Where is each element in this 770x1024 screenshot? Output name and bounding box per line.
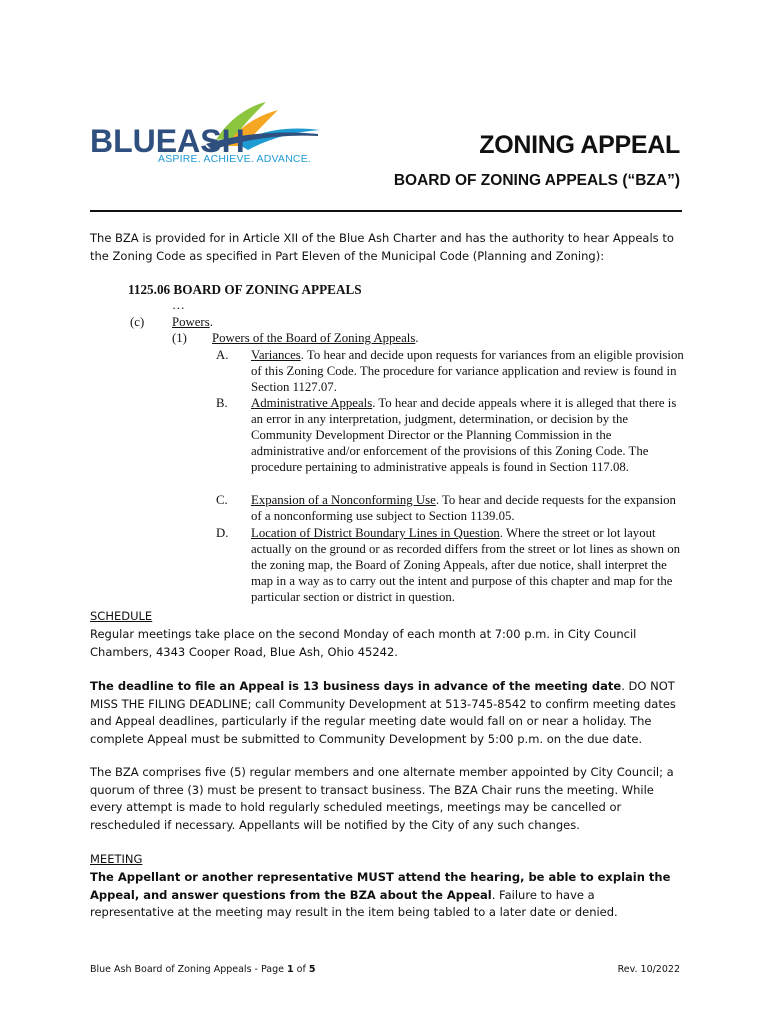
meeting-paragraph (90, 869, 682, 922)
footer-label: Blue Ash Board of Zoning Appeals - Page (90, 964, 287, 975)
code-item-d (251, 525, 687, 605)
code-item-c-title: Expansion of a Nonconforming Use (251, 493, 436, 507)
code-subsection-c-label: (c) (130, 315, 145, 329)
code-item-a-text: . To hear and decide upon requests for variances from an eligible provision of this Zoning Code. The procedure for variance application and review is found in Section 1127.07. (251, 348, 684, 395)
powers-title-suffix: . (209, 315, 213, 329)
code-item-b-text: . To hear and decide appeals where it is alleged that there is an error in any interpretation, judgment, determination, or decision by the Community Development Director or the Planning Commission in the administrative and/or enforcement of the provisions of this Zoning Code. The procedure pertaining to administrative appeals is found in Section 117.08. (251, 396, 677, 475)
header-divider (90, 210, 682, 212)
schedule-paragraph: Regular meetings take place on the second Monday of each month at 7:00 p.m. in City Council Chambers, 4343 Cooper Road, Blue Ash, Ohio 45242. (90, 627, 637, 659)
meeting-bold-text: The Appellant or another representative MUST attend the hearing, be able to explain the Appeal, and answer questions from the BZA about the Appeal (90, 870, 671, 902)
powers-of-board-title: Powers of the Board of Zoning Appeals (212, 331, 416, 345)
footer-page-number: 1 (287, 964, 294, 975)
code-section-heading: 1125.06 BOARD OF ZONING APPEALS (128, 282, 362, 297)
meeting-rest-text: . Failure to have a representative at the meeting may result in the item being tabled to a later date or denied. (90, 887, 618, 919)
code-item-c (251, 492, 687, 524)
logo-tagline: ASPIRE. ACHIEVE. ADVANCE. (158, 153, 312, 165)
bza-composition-paragraph: The BZA comprises five (5) regular members and one alternate member appointed by City Council; a quorum of three (3) must be present to transact business. The BZA Chair runs the meeting. While every attempt is made to hold regularly scheduled meetings, meetings may be cancelled or rescheduled if necessary. Appellants will be notified by the City of any such changes. (90, 765, 674, 832)
footer-page-total: 5 (308, 964, 316, 975)
code-item-a-title: Variances (251, 348, 301, 362)
intro-paragraph: The BZA is provided for in Article XII of the Blue Ash Charter and has the authority to hear Appeals to the Zoning Code as specified in Part Eleven of the Municipal Code (Planning and Zoning): (90, 231, 674, 263)
document-title: ZONING APPEAL (479, 131, 680, 159)
powers-title: Powers (172, 315, 210, 329)
code-item-d-text: . Where the street or lot layout actually on the ground or as recorded differs from the street or lot lines as shown on the zoning map, the Board of Zoning Appeals, after due notice, shall interpret the map in a way as to carry out the intent and purpose of this chapter and map for the particular section or district in question. (251, 526, 681, 605)
deadline-rest-text: . DO NOT MISS THE FILING DEADLINE; call Community Development at 513-745-8542 to confirm meeting dates and Appeal deadlines, particularly if the regular meeting date would fall on or near a holiday. The complete Appeal must be submitted to Community Development by 5:00 p.m. on the due date. (90, 679, 676, 746)
document-subtitle: BOARD OF ZONING APPEALS (“BZA”) (393, 172, 680, 189)
schedule-heading: SCHEDULE (90, 609, 153, 623)
code-item-b-title: Administrative Appeals (251, 396, 373, 410)
powers-of-board-suffix: . (415, 331, 419, 345)
footer-of-label: of (293, 964, 309, 975)
code-item-d-letter: D. (216, 526, 229, 540)
deadline-bold-text: The deadline to file an Appeal is 13 business days in advance of the meeting date (90, 679, 622, 693)
code-item-a (251, 347, 687, 395)
code-item-c-text: . To hear and decide requests for the expansion of a nonconforming use subject to Section 1139.05. (251, 493, 676, 524)
code-item-b (251, 395, 687, 475)
code-paragraph-1-label: (1) (172, 331, 187, 345)
code-paragraph-1-title (212, 330, 419, 346)
code-item-a-letter: A. (216, 348, 229, 362)
code-item-d-title: Location of District Boundary Lines in Question (251, 526, 500, 540)
logo-wordmark: BLUEASH (90, 123, 245, 159)
code-item-c-letter: C. (216, 493, 228, 507)
code-ellipsis: … (172, 298, 185, 312)
code-item-b-letter: B. (216, 396, 228, 410)
footer-revision: Rev. 10/2022 (617, 964, 680, 975)
meeting-heading: MEETING (90, 852, 143, 866)
footer-page-info (90, 964, 315, 975)
code-subsection-c-title (172, 314, 213, 330)
deadline-paragraph (90, 678, 682, 748)
